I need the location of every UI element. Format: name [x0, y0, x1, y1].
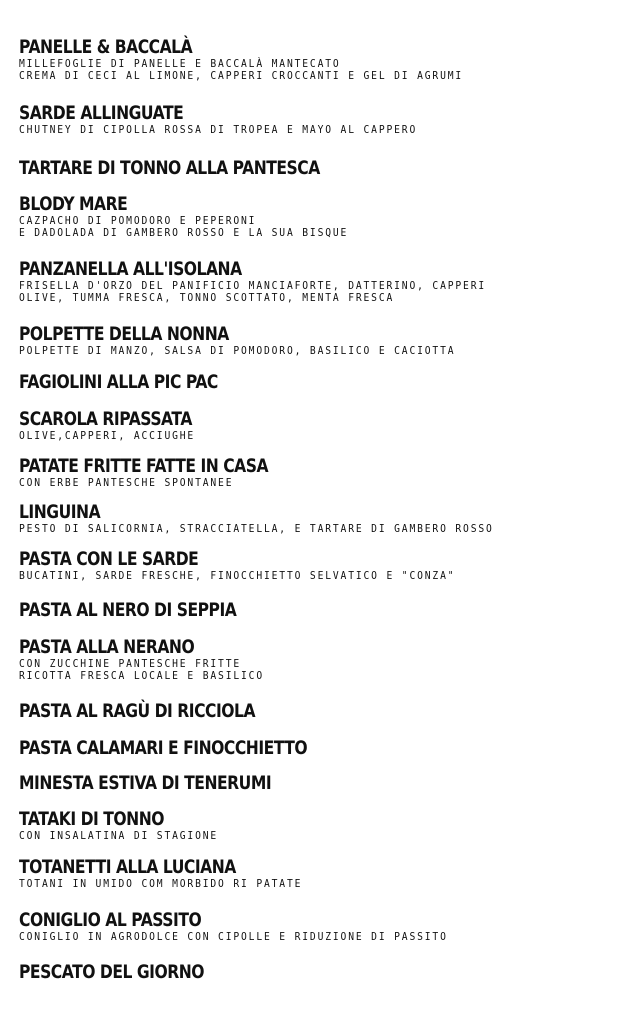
dish-description: OLIVE, TUMMA FRESCA, TONNO SCOTTATO, MENTA FRESCA	[19, 292, 395, 304]
dish-description: E DADOLADA DI GAMBERO ROSSO E LA SUA BISQUE	[19, 227, 349, 239]
dish	[19, 102, 609, 136]
dish-title: SCAROLA RIPASSATA	[19, 408, 192, 430]
dish	[19, 408, 609, 442]
dish-description: CONIGLIO IN AGRODOLCE CON CIPOLLE E RIDUZIONE DI PASSITO	[19, 931, 448, 943]
dish-title: SARDE ALLINGUATE	[19, 102, 184, 124]
dish-title: PESCATO DEL GIORNO	[19, 961, 205, 983]
dish-title: LINGUINA	[19, 501, 101, 523]
dish-description: CON ZUCCHINE PANTESCHE FRITTE	[19, 658, 242, 670]
dish-description: CAZPACHO DI POMODORO E PEPERONI	[19, 215, 257, 227]
dish-title: PATATE FRITTE FATTE IN CASA	[19, 455, 269, 477]
dish	[19, 323, 609, 357]
dish-description: TOTANI IN UMIDO COM MORBIDO RI PATATE	[19, 878, 303, 890]
dish-title: TATAKI DI TONNO	[19, 808, 165, 830]
dish-description: PESTO DI SALICORNIA, STRACCIATELLA, E TARTARE DI GAMBERO ROSSO	[19, 523, 494, 535]
dish-title: PANELLE & BACCALÀ	[19, 36, 193, 58]
dish-title: BLODY MARE	[19, 193, 128, 215]
dish-title: PASTA CALAMARI E FINOCCHIETTO	[19, 737, 308, 759]
dish-description: CON ERBE PANTESCHE SPONTANEE	[19, 477, 234, 489]
dish	[19, 455, 609, 489]
dish-description: FRISELLA D'ORZO DEL PANIFICIO MANCIAFORTE, DATTERINO, CAPPERI	[19, 280, 487, 292]
dish	[19, 772, 609, 794]
dish	[19, 371, 609, 393]
dish-title: PASTA CON LE SARDE	[19, 548, 199, 570]
dish	[19, 909, 609, 943]
dish-description: POLPETTE DI MANZO, SALSA DI POMODORO, BASILICO E CACIOTTA	[19, 345, 456, 357]
dish-title: MINESTA ESTIVA DI TENERUMI	[19, 772, 272, 794]
dish-description: CON INSALATINA DI STAGIONE	[19, 830, 219, 842]
dish-description: CHUTNEY DI CIPOLLA ROSSA DI TROPEA E MAYO AL CAPPERO	[19, 124, 418, 136]
dish-description: BUCATINI, SARDE FRESCHE, FINOCCHIETTO SELVATICO E "CONZA"	[19, 570, 456, 582]
dish	[19, 36, 609, 82]
dish-description: MILLEFOGLIE DI PANELLE E BACCALÀ MANTECATO	[19, 58, 341, 70]
dish	[19, 258, 609, 304]
dish-description: OLIVE,CAPPERI, ACCIUGHE	[19, 430, 196, 442]
dish	[19, 808, 609, 842]
dish-title: POLPETTE DELLA NONNA	[19, 323, 229, 345]
dish	[19, 636, 609, 682]
dish	[19, 548, 609, 582]
dish-title: PASTA AL RAGÙ DI RICCIOLA	[19, 700, 256, 722]
dish-title: PASTA AL NERO DI SEPPIA	[19, 599, 237, 621]
dish-description: RICOTTA FRESCA LOCALE E BASILICO	[19, 670, 264, 682]
dish	[19, 599, 609, 621]
dish	[19, 700, 609, 722]
dish-title: PASTA ALLA NERANO	[19, 636, 195, 658]
dish-title: CONIGLIO AL PASSITO	[19, 909, 202, 931]
dish	[19, 961, 609, 983]
dish	[19, 737, 609, 759]
dish-title: PANZANELLA ALL'ISOLANA	[19, 258, 242, 280]
dish-description: CREMA DI CECI AL LIMONE, CAPPERI CROCCANTI E GEL DI AGRUMI	[19, 70, 464, 82]
dish-title: TOTANETTI ALLA LUCIANA	[19, 856, 236, 878]
dish	[19, 193, 609, 239]
dish	[19, 856, 609, 890]
dish	[19, 501, 609, 535]
dish-title: FAGIOLINI ALLA PIC PAC	[19, 371, 218, 393]
dish-title: TARTARE DI TONNO ALLA PANTESCA	[19, 157, 320, 179]
dish	[19, 157, 609, 179]
